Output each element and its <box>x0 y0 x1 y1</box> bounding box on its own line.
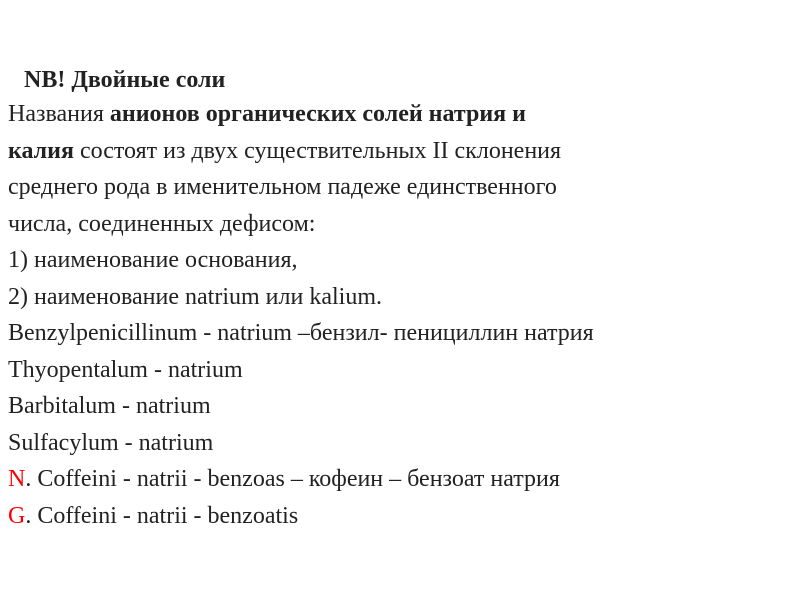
intro-bold-anions: анионов органических солей натрия и <box>109 101 526 127</box>
intro-line-2 <box>8 133 788 170</box>
example-nominative <box>8 461 788 498</box>
slide-content <box>8 64 788 534</box>
intro-rest: состоят из двух существительных II склонения <box>73 137 562 164</box>
example-thyopentalum: Thyopentalum - natrium <box>8 356 243 383</box>
slide-title: NB! Двойные соли <box>24 67 226 93</box>
nominative-letter: N <box>8 466 26 492</box>
intro-line-4: числа, соединенных дефисом: <box>8 210 316 237</box>
intro-bold-kalium: калия <box>8 137 74 164</box>
example-barbitalum: Barbitalum - natrium <box>8 393 211 419</box>
example-benzylpenicillinum: Benzylpenicillinum - natrium –бензил- пенициллин натрия <box>8 320 594 346</box>
list-item-base: 1) наименование основания, <box>8 247 298 273</box>
example-sulfacylum: Sulfacylum - natrium <box>8 429 214 456</box>
list-item-natrium: 2) наименование natrium или kalium. <box>8 283 382 310</box>
nominative-text: . Coffeini - natrii - benzoas – кофеин – бензоат натрия <box>25 466 560 492</box>
genitive-letter: G <box>8 502 26 529</box>
intro-line-1 <box>8 96 788 133</box>
intro-line-3: среднего рода в именительном падеже единственного <box>8 174 557 200</box>
example-genitive <box>8 498 788 535</box>
intro-prefix: Названия <box>8 101 110 127</box>
genitive-text: . Coffeini - natrii - benzoatis <box>25 502 299 529</box>
